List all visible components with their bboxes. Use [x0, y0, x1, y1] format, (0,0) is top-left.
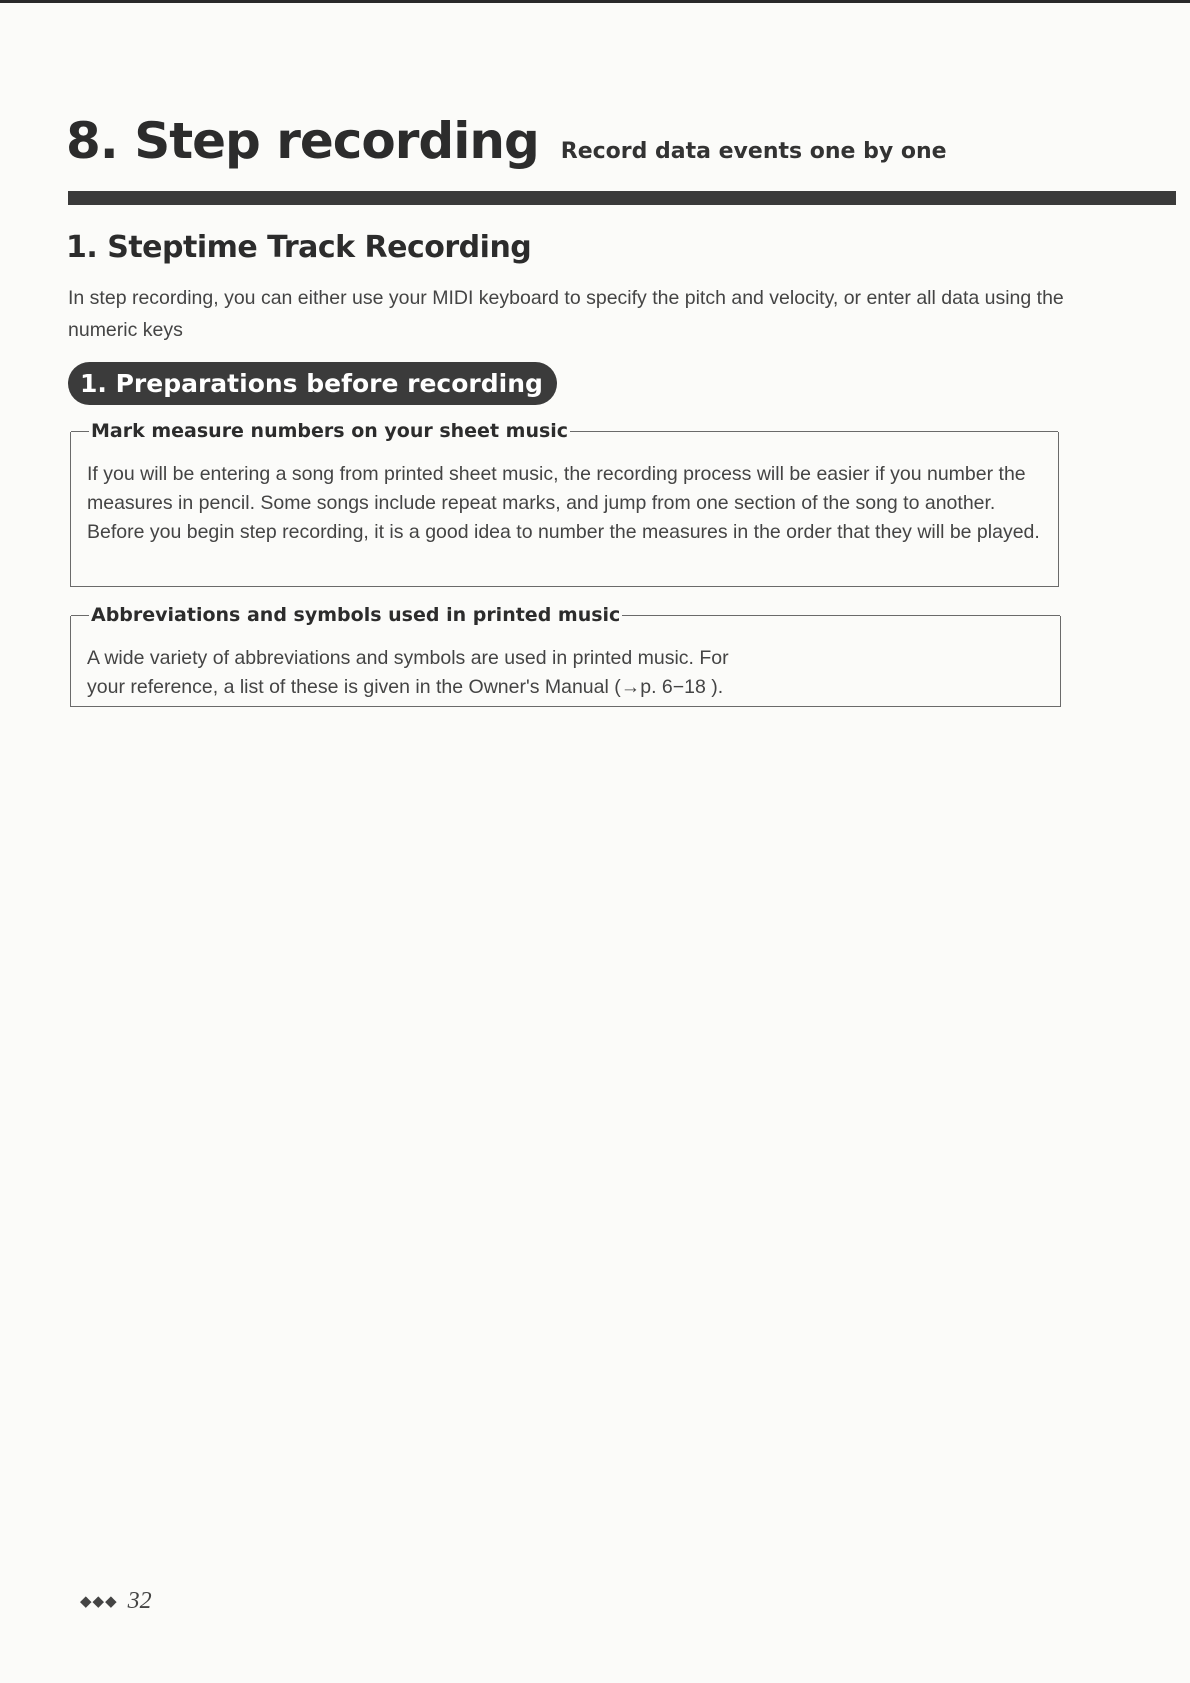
page-top-edge — [0, 0, 1190, 3]
tip-box-body — [71, 616, 1060, 710]
chapter-subtitle: Record data events one by one — [560, 139, 947, 164]
chapter-header — [66, 112, 947, 170]
tip-box-heading: Mark measure numbers on your sheet music — [91, 420, 569, 442]
page-footer — [80, 1588, 152, 1615]
tip-box-line: your reference, a list of these is given in the Owner's Manual (→p. 6−18 ). — [87, 676, 724, 698]
tip-box-header — [71, 420, 1058, 442]
tip-box-line: A wide variety of abbreviations and symbols are used in printed music. For — [87, 647, 729, 669]
tip-box-heading: Abbreviations and symbols used in printed music — [91, 604, 621, 626]
chapter-rule — [68, 191, 1176, 205]
tip-box-body: If you will be entering a song from printed sheet music, the recording process will be easier if you number the measures in pencil. Some songs include repeat marks, and jump from one section of the song to another. Before you begin step recording, it is a good idea to number the measures in the order that they will be played. — [87, 463, 1040, 543]
section-title: 1. Steptime Track Recording — [66, 230, 532, 265]
diamond-marker-icon: ◆◆◆ — [80, 1594, 118, 1610]
tip-box-header — [71, 604, 1060, 626]
section-intro: In step recording, you can either use your MIDI keyboard to specify the pitch and velocity, or enter all data using the numeric keys — [68, 287, 1064, 341]
chapter-title: 8. Step recording — [66, 112, 539, 170]
page-number: 32 — [127, 1588, 152, 1614]
tip-box-abbreviations — [70, 604, 1061, 707]
tip-box-measure-numbers — [70, 420, 1059, 587]
subsection-label: 1. Preparations before recording — [68, 362, 557, 405]
